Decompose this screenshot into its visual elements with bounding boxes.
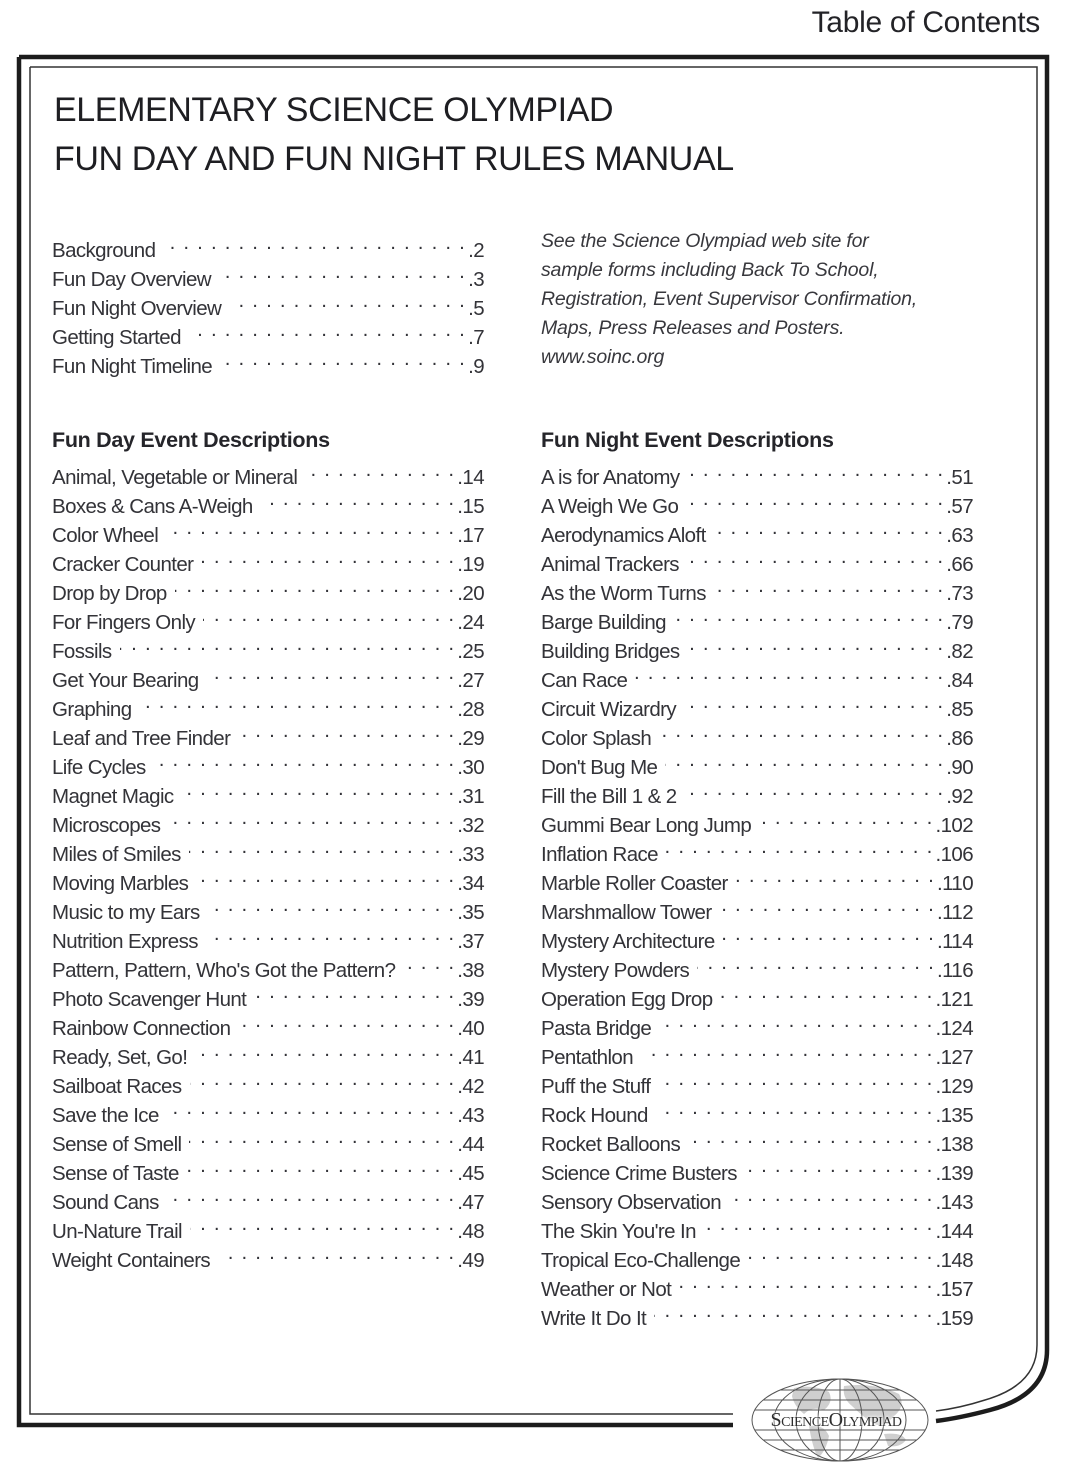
toc-entry-label: Microscopes [52,814,161,837]
toc-entry-label: Ready, Set, Go! [52,1046,188,1069]
toc-entry-label: Sense of Taste [52,1162,179,1185]
dot-leader [688,455,945,484]
dot-leader [635,658,944,687]
dot-leader [674,600,944,629]
toc-entry-page: . 127 [935,1043,973,1072]
toc-entry-page: . 47 [457,1188,484,1217]
toc-entry-label: Sensory Observation [541,1191,722,1214]
dot-leader [688,629,945,658]
toc-entry-label: Fossils [52,640,112,663]
toc-entry-label: Leaf and Tree Finder [52,727,231,750]
toc-entry-page: . 106 [935,840,973,869]
toc-entry-label: Color Splash [541,727,652,750]
toc-entry-label: Fun Day Overview [52,268,212,291]
dot-leader [714,571,944,600]
toc-entry-label: Weather or Not [541,1278,672,1301]
toc-entry-page: . 20 [457,579,484,608]
toc-entry-page: . 112 [937,898,973,927]
note-line: Registration, Event Supervisor Confirmation, [541,288,917,310]
toc-entry-label: Mystery Powders [541,959,690,982]
toc-entry-page: . 45 [457,1159,484,1188]
toc-entry-label: A is for Anatomy [541,466,680,489]
dot-leader [218,1238,455,1267]
dot-leader [714,513,945,542]
dot-leader [207,658,456,687]
toc-entry-page: . 31 [457,782,484,811]
title-line-2: FUN DAY AND FUN NIGHT RULES MANUAL [54,140,734,178]
toc-entry-label: Aerodynamics Aloft [541,524,706,547]
dot-leader [163,228,466,257]
toc-entry-label: Getting Started [52,326,181,349]
toc-entry[interactable] [52,658,484,692]
toc-entry-page: . 90 [946,753,973,782]
toc-entry-page: . 38 [457,956,484,985]
toc-entry-page: . 144 [935,1217,973,1246]
toc-entry-page: . 48 [457,1217,484,1246]
toc-entry-page: . 66 [946,550,973,579]
toc-entry-page: . 51 [946,463,973,492]
toc-entry-label: Un-Nature Trail [52,1220,182,1243]
toc-entry-page: . 37 [457,927,484,956]
toc-entry-label: Puff the Stuff [541,1075,651,1098]
toc-entry-label: Gummi Bear Long Jump [541,814,752,837]
toc-entry-label: Save the Ice [52,1104,159,1127]
toc-entry-label: Don't Bug Me [541,756,658,779]
toc-entry-label: For Fingers Only [52,611,196,634]
dot-leader [208,890,456,919]
dot-leader [154,745,456,774]
dot-leader [759,803,933,832]
toc-entry-label: Fun Night Overview [52,297,222,320]
toc-entry-label: Drop by Drop [52,582,167,605]
toc-entry-label: Barge Building [541,611,666,634]
toc-entry-page: . 14 [457,463,484,492]
toc-entry-label: Life Cycles [52,756,146,779]
dot-leader [656,1093,934,1122]
toc-entry-page: . 15 [457,492,484,521]
toc-entry-label: Nutrition Express [52,930,198,953]
toc-entry-label: Background [52,239,156,262]
toc-entry-page: . 25 [457,637,484,666]
toc-entry-label: Animal Trackers [541,553,679,576]
dot-leader [261,484,456,513]
toc-entry-page: . 63 [946,521,973,550]
dot-leader [203,600,455,629]
toc-entry-label: Operation Egg Drop [541,988,713,1011]
toc-entry-page: . 19 [457,550,484,579]
toc-entry-label: Magnet Magic [52,785,174,808]
fun-day-list [52,455,484,1272]
dot-leader [686,484,944,513]
toc-entry[interactable] [52,455,484,489]
dot-leader [665,745,944,774]
toc-entry-page: . 9 [468,352,484,381]
dot-leader [666,832,934,861]
page-section-title: Table of Contents [811,6,1040,39]
toc-entry-label: Science Crime Busters [541,1162,737,1185]
dot-leader [729,1180,933,1209]
toc-entry-label: Cracker Counter [52,553,194,576]
toc-entry-page: . 92 [946,782,973,811]
toc-entry-page: . 148 [935,1246,973,1275]
dot-leader [654,1296,933,1325]
dot-leader [723,919,935,948]
toc-entry-label: Music to my Ears [52,901,200,924]
dot-leader [659,1006,933,1035]
toc-entry-page: . 42 [457,1072,484,1101]
toc-entry-page: . 124 [935,1014,973,1043]
toc-entry-label: Get Your Bearing [52,669,199,692]
note-line: sample forms including Back To School, [541,259,879,281]
toc-entry-label: Tropical Eco-Challenge [541,1249,741,1272]
dot-leader [189,1122,455,1151]
toc-entry-page: . 44 [457,1130,484,1159]
toc-entry-page: . 85 [946,695,973,724]
toc-entry-page: . 7 [468,323,484,352]
logo-wordmark: ScienceOlympiad [770,1409,902,1431]
toc-entry-page: . 138 [935,1130,973,1159]
toc-entry[interactable] [52,228,484,262]
toc-entry-page: . 2 [468,236,484,265]
toc-entry-page: . 32 [457,811,484,840]
toc-entry[interactable] [541,455,973,489]
toc-entry-page: . 28 [457,695,484,724]
dot-leader [736,861,935,890]
toc-entry-label: Boxes & Cans A-Weigh [52,495,253,518]
dot-leader [229,286,466,315]
toc-entry-page: . 40 [457,1014,484,1043]
dot-leader [206,919,455,948]
note-line: See the Science Olympiad web site for [541,230,869,252]
fun-day-section [52,425,484,1272]
dot-leader [220,344,466,373]
toc-entry-page: . 34 [457,869,484,898]
dot-leader [175,571,456,600]
science-olympiad-logo [734,1376,934,1465]
dot-leader [189,315,466,344]
toc-entry-page: . 35 [457,898,484,927]
dot-leader [687,542,944,571]
toc-entry-label: Write It Do It [541,1307,647,1330]
toc-entry-label: Moving Marbles [52,872,189,895]
toc-entry-label: Photo Scavenger Hunt [52,988,247,1011]
toc-entry-page: . 139 [935,1159,973,1188]
toc-entry-label: Mystery Architecture [541,930,715,953]
dot-leader [238,716,455,745]
toc-entry-label: Rock Hound [541,1104,648,1127]
document-title [54,86,734,184]
toc-entry-page: . 57 [946,492,973,521]
toc-entry-label: Rocket Balloons [541,1133,681,1156]
toc-entry-label: Graphing [52,698,132,721]
toc-entry-label: Building Bridges [541,640,680,663]
fun-night-list [541,455,973,1330]
dot-leader [140,687,456,716]
toc-entry-page: . 49 [457,1246,484,1275]
dot-leader [168,803,455,832]
dot-leader [721,977,934,1006]
toc-entry-label: Rainbow Connection [52,1017,231,1040]
toc-entry-page: . 5 [468,294,484,323]
toc-entry-label: Pentathlon [541,1046,634,1069]
toc-entry-label: Weight Containers [52,1249,211,1272]
dot-leader [195,1035,455,1064]
dot-leader [219,257,466,286]
toc-entry-page: . 27 [457,666,484,695]
toc-entry-page: . 159 [935,1304,973,1333]
toc-entry-page: . 121 [935,985,973,1014]
dot-leader [688,1122,933,1151]
toc-entry-page: . 114 [937,927,973,956]
toc-entry-label: The Skin You're In [541,1220,696,1243]
dot-leader [704,1209,934,1238]
website-note [541,227,981,372]
toc-entry-page: . 143 [935,1188,973,1217]
dot-leader [659,716,944,745]
toc-entry-page: . 24 [457,608,484,637]
dot-leader [685,774,945,803]
dot-leader [201,542,455,571]
toc-entry-page: . 102 [935,811,973,840]
toc-entry-label: A Weigh We Go [541,495,679,518]
toc-entry-page: . 73 [946,579,973,608]
toc-entry-page: . 29 [457,724,484,753]
toc-entry-page: . 30 [457,753,484,782]
toc-entry-label: Inflation Race [541,843,658,866]
dot-leader [679,1267,933,1296]
dot-leader [182,774,456,803]
dot-leader [238,1006,455,1035]
dot-leader [120,629,456,658]
title-line-1: ELEMENTARY SCIENCE OLYMPIAD [54,91,614,129]
dot-leader [748,1238,933,1267]
toc-entry-page: . 135 [935,1101,973,1130]
toc-entry-page: . 33 [457,840,484,869]
dot-leader [403,948,455,977]
dot-leader [254,977,455,1006]
toc-entry-page: . 116 [937,956,973,985]
toc-entry-page: . 43 [457,1101,484,1130]
dot-leader [641,1035,933,1064]
dot-leader [196,861,455,890]
dot-leader [745,1151,934,1180]
toc-entry-label: Marshmallow Tower [541,901,712,924]
toc-entry-page: . 129 [935,1072,973,1101]
dot-leader [658,1064,933,1093]
dot-leader [187,1151,455,1180]
dot-leader [697,948,935,977]
dot-leader [684,687,944,716]
toc-entry-page: . 41 [457,1043,484,1072]
dot-leader [166,513,455,542]
toc-entry-page: . 86 [946,724,973,753]
toc-entry-label: Sound Cans [52,1191,159,1214]
note-line: Maps, Press Releases and Posters. [541,317,845,339]
toc-entry-label: Fill the Bill 1 & 2 [541,785,677,808]
toc-entry-page: . 39 [457,985,484,1014]
fun-night-section [541,425,973,1330]
toc-entry-page: . 82 [946,637,973,666]
toc-entry-label: Miles of Smiles [52,843,181,866]
dot-leader [190,1064,456,1093]
toc-entry-label: Animal, Vegetable or Mineral [52,466,298,489]
dot-leader [720,890,935,919]
toc-entry-page: . 157 [935,1275,973,1304]
toc-entry-label: As the Worm Turns [541,582,706,605]
dot-leader [167,1093,456,1122]
toc-entry-label: Fun Night Timeline [52,355,213,378]
toc-entry-label: Sailboat Races [52,1075,182,1098]
toc-entry-page: . 84 [946,666,973,695]
toc-entry-label: Circuit Wizardry [541,698,677,721]
fun-day-heading: Fun Day Event Descriptions [52,428,330,452]
toc-entry-page: . 3 [468,265,484,294]
toc-entry-page: . 110 [937,869,973,898]
intro-toc [52,228,484,378]
website-link[interactable]: www.soinc.org [541,346,665,368]
toc-entry-label: Pattern, Pattern, Who's Got the Pattern? [52,959,396,982]
dot-leader [190,1209,455,1238]
toc-entry-label: Sense of Smell [52,1133,182,1156]
fun-night-heading: Fun Night Event Descriptions [541,428,834,452]
dot-leader [189,832,455,861]
toc-entry-page: . 17 [457,521,484,550]
toc-entry-label: Color Wheel [52,524,159,547]
toc-entry-label: Marble Roller Coaster [541,872,728,895]
toc-entry-label: Can Race [541,669,628,692]
dot-leader [167,1180,455,1209]
toc-entry-label: Pasta Bridge [541,1017,652,1040]
toc-entry-page: . 79 [946,608,973,637]
dot-leader [305,455,455,484]
